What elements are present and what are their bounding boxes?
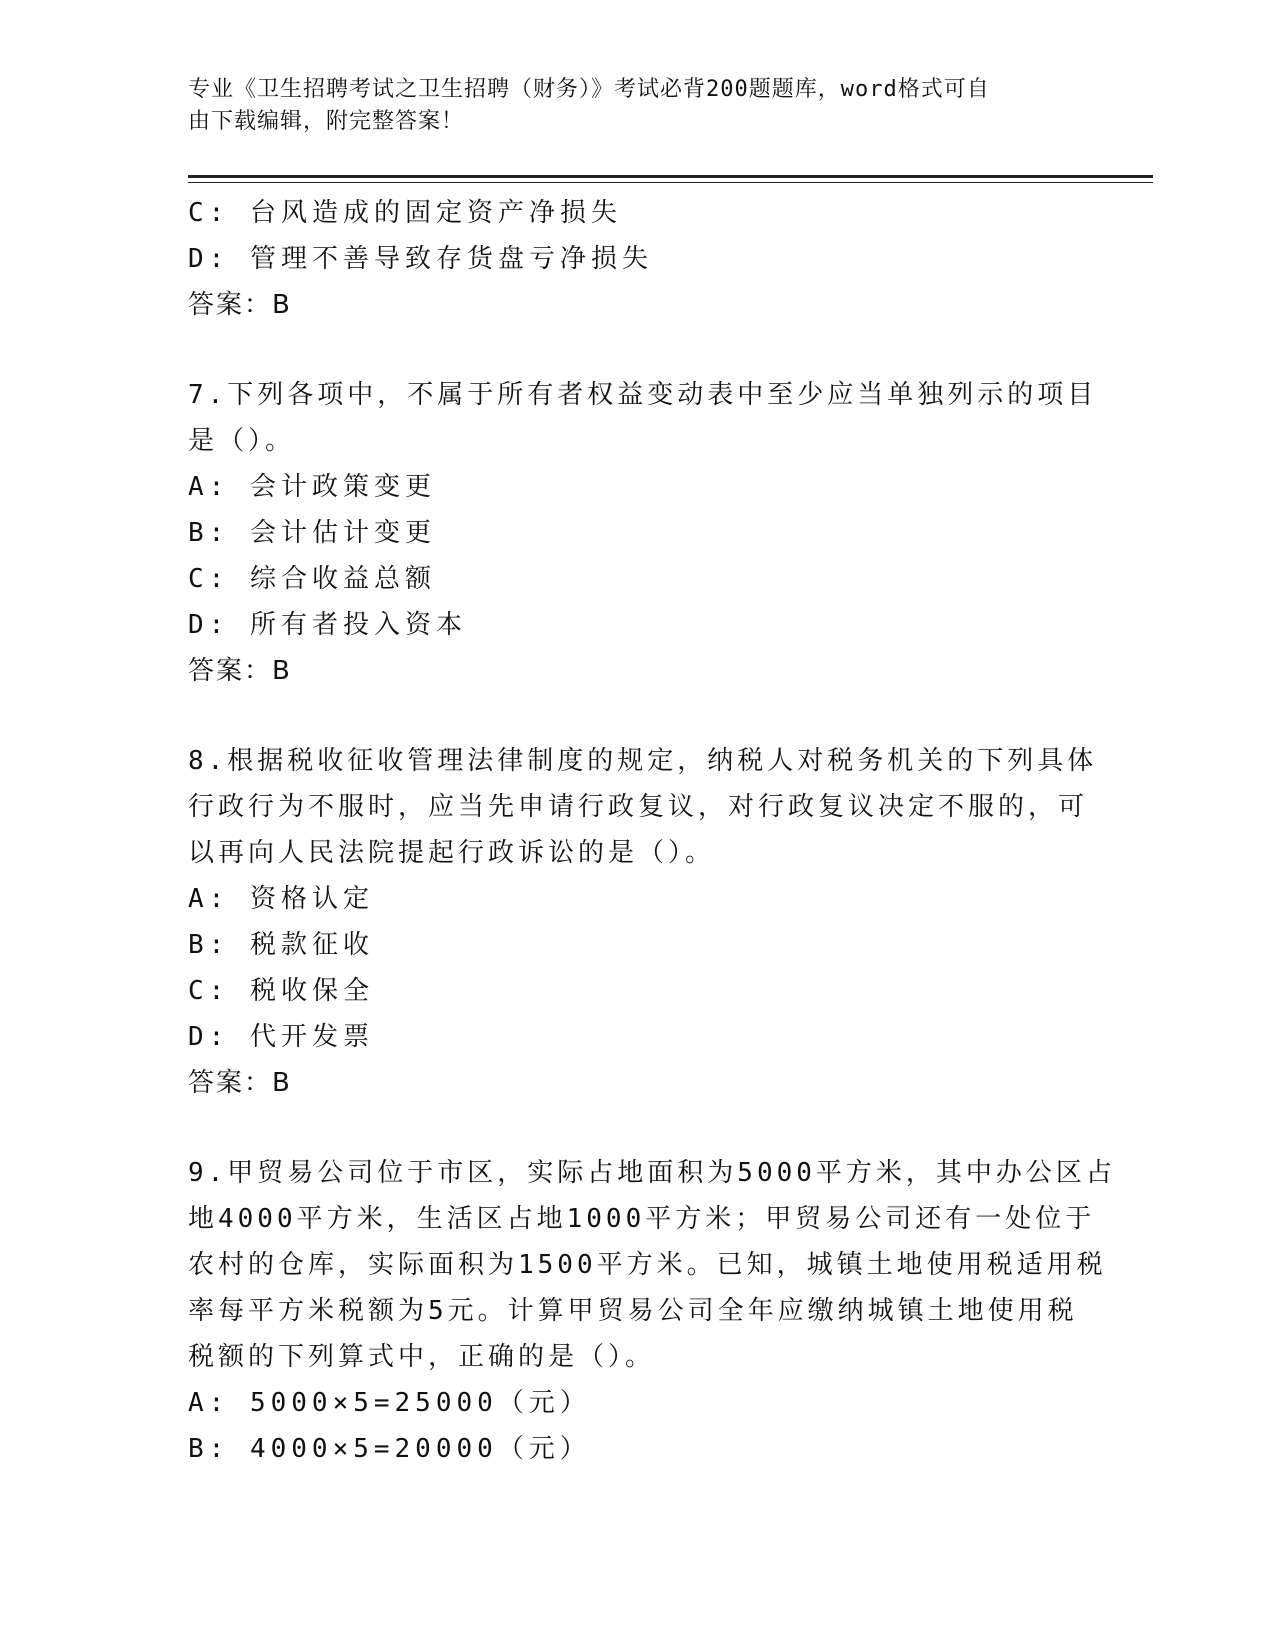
option-b: B: 会计估计变更 bbox=[188, 518, 436, 548]
document-header bbox=[188, 74, 1088, 138]
option-d: D: 代开发票 bbox=[188, 1022, 374, 1052]
question-7 bbox=[188, 372, 1098, 694]
spacer bbox=[188, 328, 1088, 372]
stem-line: 是（）。 bbox=[188, 426, 296, 456]
option-b: B: 税款征收 bbox=[188, 930, 374, 960]
stem-line: 地4000平方米，生活区占地1000平方米；甲贸易公司还有一处位于 bbox=[188, 1204, 1096, 1234]
stem-line: 农村的仓库，实际面积为1500平方米。已知，城镇土地使用税适用税 bbox=[188, 1250, 1107, 1280]
answer: 答案：B bbox=[188, 656, 292, 686]
spacer bbox=[188, 1106, 1088, 1150]
question-stem bbox=[188, 1150, 1116, 1380]
option-d: D: 管理不善导致存货盘亏净损失 bbox=[188, 244, 653, 274]
header-divider-thin bbox=[188, 182, 1153, 183]
option-c: C: 综合收益总额 bbox=[188, 564, 436, 594]
question-9 bbox=[188, 1150, 1116, 1472]
option-c: C: 税收保全 bbox=[188, 976, 374, 1006]
header-line-1: 专业《卫生招聘考试之卫生招聘（财务）》考试必背200题题库，word格式可自 bbox=[188, 77, 990, 102]
question-6-tail bbox=[188, 190, 1088, 328]
answer: 答案：B bbox=[188, 290, 292, 320]
stem-line: 9.甲贸易公司位于市区，实际占地面积为5000平方米，其中办公区占 bbox=[188, 1158, 1116, 1188]
option-a: A: 资格认定 bbox=[188, 884, 374, 914]
option-a: A: 会计政策变更 bbox=[188, 472, 436, 502]
stem-line: 率每平方米税额为5元。计算甲贸易公司全年应缴纳城镇土地使用税 bbox=[188, 1296, 1078, 1326]
question-8 bbox=[188, 738, 1098, 1106]
question-list bbox=[188, 190, 1116, 1472]
stem-line: 以再向人民法院提起行政诉讼的是（）。 bbox=[188, 838, 716, 868]
stem-line: 行政行为不服时，应当先申请行政复议，对行政复议决定不服的，可 bbox=[188, 792, 1089, 822]
option-a: A: 5000×5=25000（元） bbox=[188, 1388, 591, 1418]
option-c: C: 台风造成的固定资产净损失 bbox=[188, 198, 622, 228]
answer: 答案：B bbox=[188, 1068, 292, 1098]
header-line-2: 由下载编辑，附完整答案！ bbox=[188, 109, 465, 134]
question-stem bbox=[188, 738, 1098, 876]
stem-line: 税额的下列算式中，正确的是（）。 bbox=[188, 1342, 656, 1372]
stem-line: 7.下列各项中，不属于所有者权益变动表中至少应当单独列示的项目 bbox=[188, 380, 1098, 410]
spacer bbox=[188, 694, 1088, 738]
stem-line: 8.根据税收征收管理法律制度的规定，纳税人对税务机关的下列具体 bbox=[188, 746, 1098, 776]
option-d: D: 所有者投入资本 bbox=[188, 610, 467, 640]
question-stem bbox=[188, 372, 1098, 464]
header-divider-thick bbox=[188, 175, 1153, 178]
option-b: B: 4000×5=20000（元） bbox=[188, 1434, 591, 1464]
